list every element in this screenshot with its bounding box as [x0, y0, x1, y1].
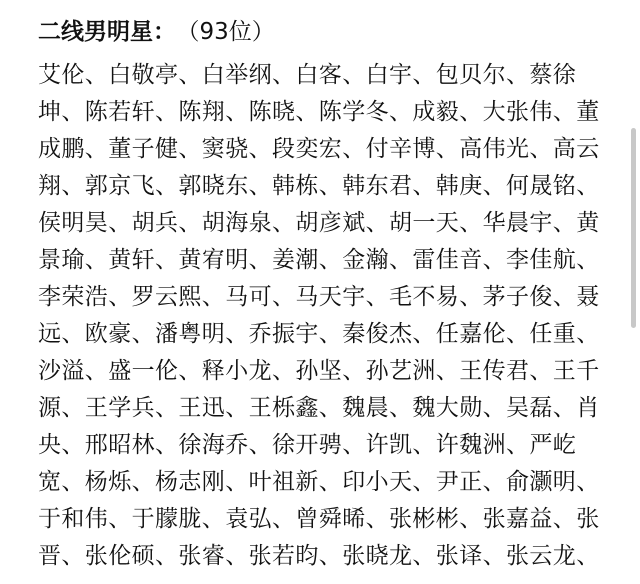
- text-line: 坤、陈若轩、陈翔、陈晓、陈学冬、成毅、大张伟、董: [38, 99, 600, 125]
- text-line: 艾伦、白敬亭、白举纲、白客、白宇、包贝尔、蔡徐: [38, 62, 577, 88]
- text-line: 央、邢昭林、徐海乔、徐开骋、许凯、许魏洲、严屹: [38, 432, 577, 458]
- section-heading: [38, 14, 275, 50]
- scrollbar-thumb[interactable]: [631, 128, 636, 328]
- heading-title: 二线男明星：: [38, 19, 176, 45]
- text-line: 景瑜、黄轩、黄宥明、姜潮、金瀚、雷佳音、李佳航、: [38, 247, 600, 273]
- heading-count: （93位）: [188, 19, 275, 45]
- name-list-paragraph: [38, 57, 598, 575]
- text-line: 于和伟、于朦胧、袁弘、曾舜晞、张彬彬、张嘉益、张: [38, 506, 600, 532]
- text-line: 侯明昊、胡兵、胡海泉、胡彦斌、胡一天、华晨宇、黄: [38, 210, 600, 236]
- text-line: 李荣浩、罗云熙、马可、马天宇、毛不易、茅子俊、聂: [38, 284, 600, 310]
- text-line: 成鹏、董子健、窦骁、段奕宏、付辛博、高伟光、高云: [38, 136, 600, 162]
- text-line: 翔、郭京飞、郭晓东、韩栋、韩东君、韩庚、何晟铭、: [38, 173, 600, 199]
- text-line: 沙溢、盛一伦、释小龙、孙坚、孙艺洲、王传君、王千: [38, 358, 600, 384]
- text-line: 源、王学兵、王迅、王栎鑫、魏晨、魏大勋、吴磊、肖: [38, 395, 600, 421]
- text-line: 宽、杨烁、杨志刚、叶祖新、印小天、尹正、俞灏明、: [38, 469, 600, 495]
- text-line: 远、欧豪、潘粤明、乔振宇、秦俊杰、任嘉伦、任重、: [38, 321, 600, 347]
- text-line: 晋、张伦硕、张睿、张若昀、张晓龙、张译、张云龙、: [38, 543, 600, 569]
